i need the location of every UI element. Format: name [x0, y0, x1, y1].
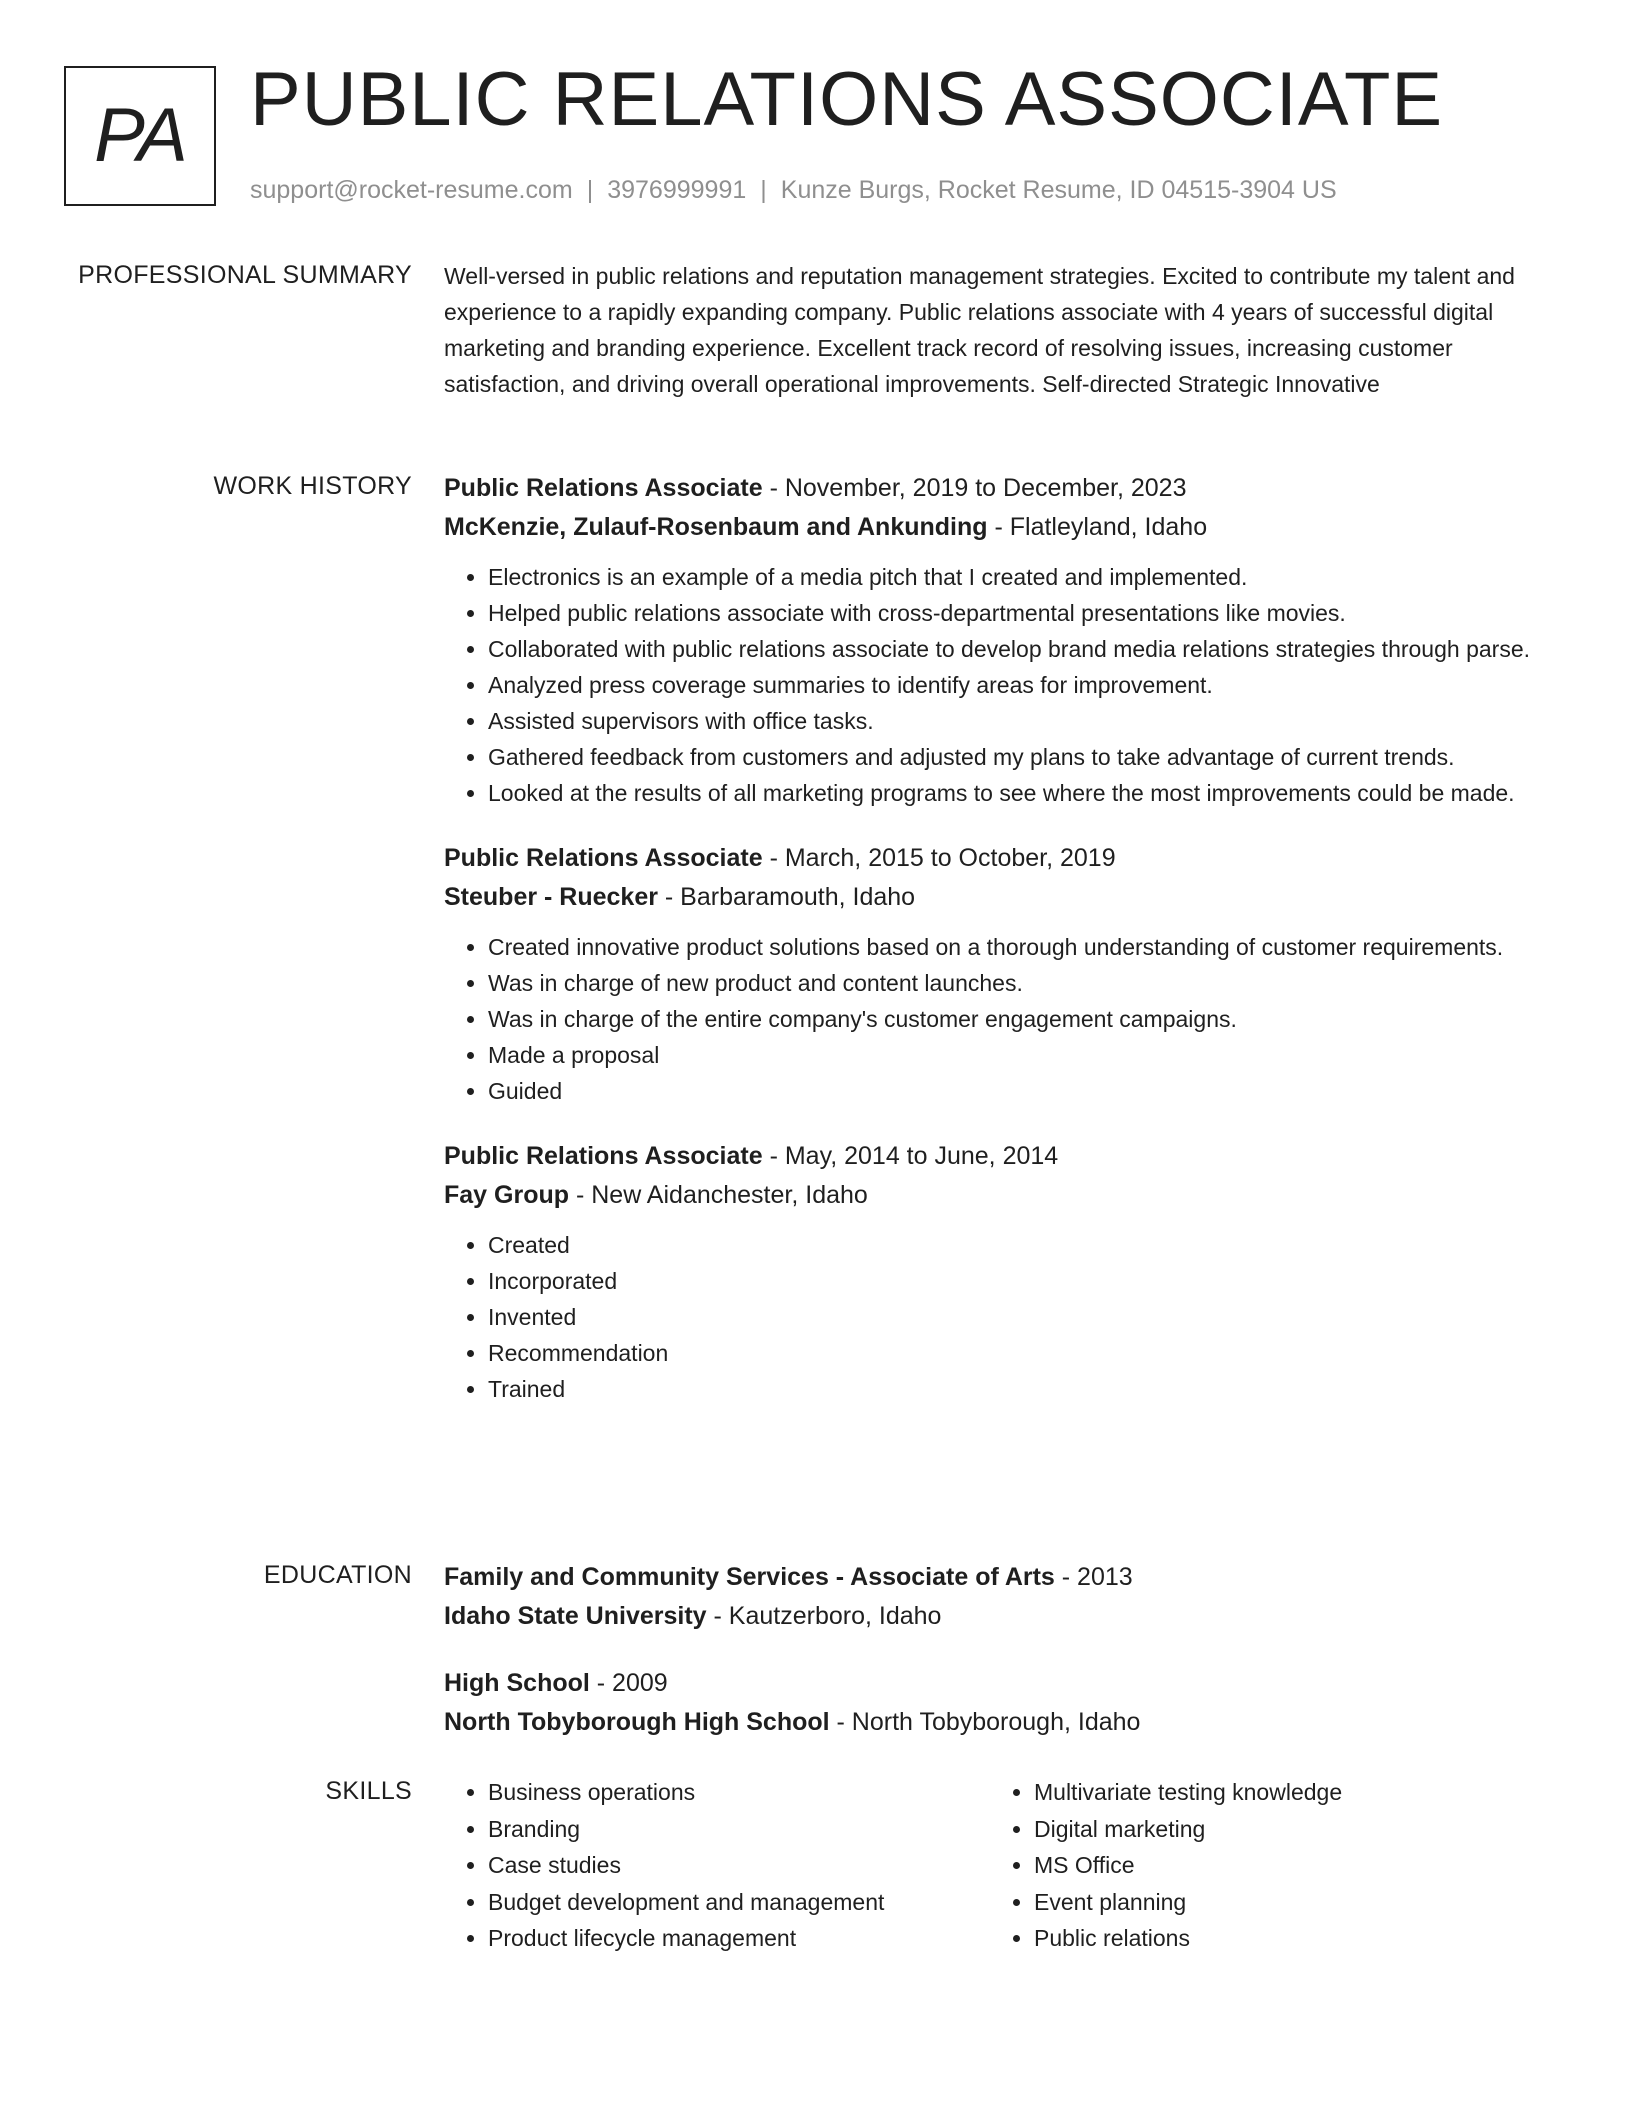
job-dates: - March, 2015 to October, 2019	[762, 844, 1116, 872]
education-label: EDUCATION	[263, 1561, 412, 1589]
skills-label: SKILLS	[325, 1777, 412, 1805]
job-company: McKenzie, Zulauf-Rosenbaum and Ankunding	[444, 513, 988, 541]
contact-separator: |	[760, 176, 767, 204]
job-title: Public Relations Associate	[444, 474, 763, 502]
education-location: - Kautzerboro, Idaho	[706, 1602, 942, 1630]
education-school-line	[444, 1703, 1554, 1742]
job-dates: - November, 2019 to December, 2023	[762, 474, 1187, 502]
skills-column-1	[444, 1774, 990, 1957]
job-bullet: • Recommendation	[488, 1335, 1554, 1371]
work-label: WORK HISTORY	[213, 472, 412, 500]
job-bullet: • Made a proposal	[488, 1037, 1554, 1073]
job-company-line	[444, 1176, 1554, 1215]
skill-item: • Product lifecycle management	[488, 1920, 990, 1957]
skills-columns	[444, 1774, 1554, 1957]
education-degree-line	[444, 1664, 1554, 1703]
job-bullet: • Collaborated with public relations associate to develop brand media relations strategies through parse.	[488, 631, 1554, 667]
monogram-box	[64, 66, 216, 206]
job-bullet: • Looked at the results of all marketing programs to see where the most improvements could be made.	[488, 775, 1554, 811]
contact-separator: |	[586, 176, 594, 204]
education-entry	[444, 1558, 1554, 1636]
job-title-line	[444, 839, 1554, 878]
education-school: North Tobyborough High School	[444, 1708, 830, 1736]
skills-column-2	[990, 1774, 1536, 1957]
job-bullet: • Analyzed press coverage summaries to identify areas for improvement.	[488, 667, 1554, 703]
resume-title: PUBLIC RELATIONS ASSOCIATE	[250, 57, 1444, 142]
education-degree: High School	[444, 1669, 590, 1697]
education-school: Idaho State University	[444, 1602, 707, 1630]
job-bullets	[444, 559, 1554, 811]
job-entry	[444, 839, 1554, 1109]
education-year: - 2013	[1054, 1563, 1133, 1591]
summary-text: Well-versed in public relations and reputation management strategies. Excited to contribute my talent and experience to a rapidly expanding company. Public relations associate with 4 years of successful digital marketing and branding experience. Excellent track record of resolving issues, increasing customer satisfaction, and driving overall operational improvements. Self-directed Strategic Innovative	[444, 263, 1515, 397]
job-company: Steuber - Ruecker	[444, 883, 658, 911]
skill-item: • Case studies	[488, 1847, 990, 1884]
contact-address: Kunze Burgs, Rocket Resume, ID 04515-3904 US	[780, 176, 1337, 204]
contact-phone: 3976999991	[607, 176, 747, 204]
skill-item: • Budget development and management	[488, 1884, 990, 1921]
skills-body	[444, 1774, 1554, 1957]
job-title: Public Relations Associate	[444, 844, 763, 872]
job-company-line	[444, 878, 1554, 917]
job-company: Fay Group	[444, 1181, 570, 1209]
job-dates: - May, 2014 to June, 2014	[762, 1142, 1059, 1170]
education-degree-line	[444, 1558, 1554, 1597]
contact-line	[250, 174, 1337, 207]
job-entry	[444, 469, 1554, 811]
job-company-line	[444, 508, 1554, 547]
education-entry	[444, 1664, 1554, 1742]
job-bullet: • Guided	[488, 1073, 1554, 1109]
job-bullet: • Helped public relations associate with cross-departmental presentations like movies.	[488, 595, 1554, 631]
skill-item: • MS Office	[1034, 1847, 1536, 1884]
education-school-line	[444, 1597, 1554, 1636]
job-bullet: • Created innovative product solutions based on a thorough understanding of customer requirements.	[488, 929, 1554, 965]
education-degree: Family and Community Services - Associate of Arts	[444, 1563, 1055, 1591]
job-title-line	[444, 1137, 1554, 1176]
summary-label: PROFESSIONAL SUMMARY	[78, 261, 412, 289]
skill-item: • Public relations	[1034, 1920, 1536, 1957]
skill-item: • Branding	[488, 1811, 990, 1848]
skill-item: • Digital marketing	[1034, 1811, 1536, 1848]
education-location: - North Tobyborough, Idaho	[829, 1708, 1141, 1736]
job-bullets	[444, 929, 1554, 1109]
job-location: - Flatleyland, Idaho	[987, 513, 1208, 541]
skill-item: • Multivariate testing knowledge	[1034, 1774, 1536, 1811]
job-bullet: • Assisted supervisors with office tasks.	[488, 703, 1554, 739]
job-entry	[444, 1137, 1554, 1407]
job-title-line	[444, 469, 1554, 508]
job-bullet: • Created	[488, 1227, 1554, 1263]
job-bullet: • Was in charge of the entire company's customer engagement campaigns.	[488, 1001, 1554, 1037]
monogram-initials: PA	[94, 93, 186, 178]
education-year: - 2009	[589, 1669, 668, 1697]
job-bullet: • Invented	[488, 1299, 1554, 1335]
job-bullet: • Incorporated	[488, 1263, 1554, 1299]
job-bullet: • Trained	[488, 1371, 1554, 1407]
contact-email: support@rocket-resume.com	[250, 176, 573, 204]
job-bullet: • Was in charge of new product and content launches.	[488, 965, 1554, 1001]
job-bullet: • Electronics is an example of a media pitch that I created and implemented.	[488, 559, 1554, 595]
job-title: Public Relations Associate	[444, 1142, 763, 1170]
job-location: - New Aidanchester, Idaho	[569, 1181, 868, 1209]
work-body	[444, 469, 1554, 1435]
summary-body	[444, 258, 1554, 402]
education-body	[444, 1558, 1554, 1770]
job-location: - Barbaramouth, Idaho	[657, 883, 916, 911]
job-bullet: • Gathered feedback from customers and adjusted my plans to take advantage of current trends.	[488, 739, 1554, 775]
skill-item: • Business operations	[488, 1774, 990, 1811]
job-bullets	[444, 1227, 1554, 1407]
skill-item: • Event planning	[1034, 1884, 1536, 1921]
